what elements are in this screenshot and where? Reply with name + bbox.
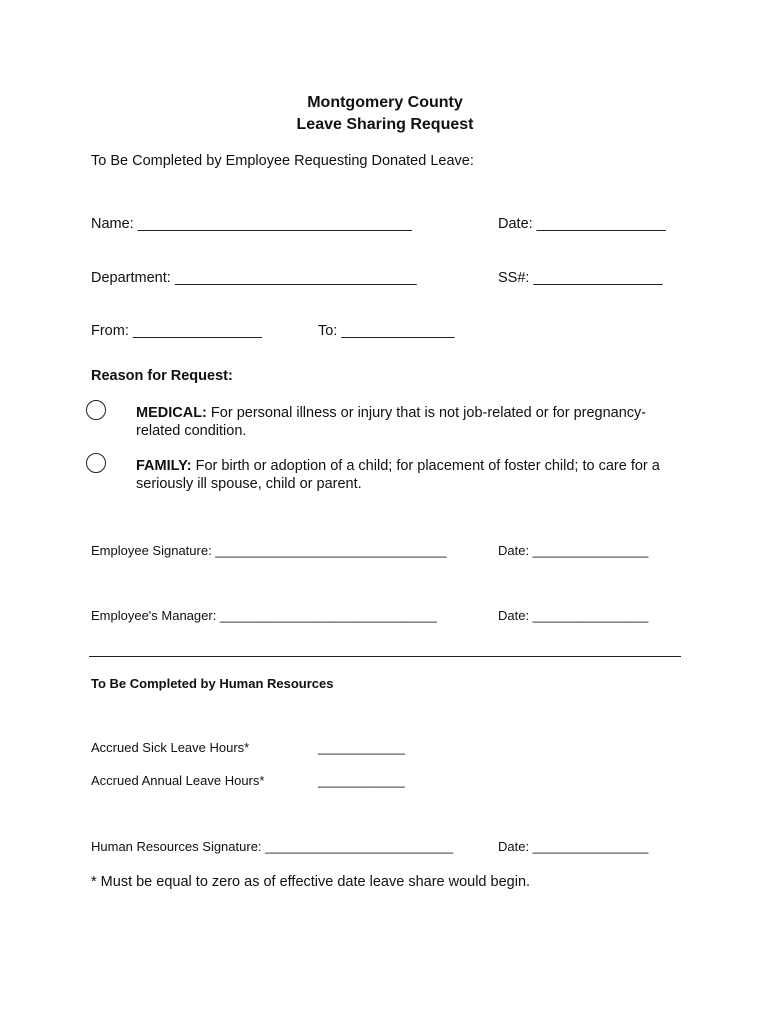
manager-signature-field[interactable]: Employee's Manager: ______________________________	[91, 608, 437, 623]
name-field[interactable]: Name: __________________________________	[91, 216, 412, 232]
annual-leave-field[interactable]: ____________	[318, 773, 405, 788]
family-label: FAMILY:	[136, 458, 192, 474]
medical-radio[interactable]	[86, 400, 106, 420]
manager-signature-date-field[interactable]: Date: ________________	[498, 608, 649, 623]
from-field[interactable]: From: ________________	[91, 323, 262, 339]
family-option	[136, 457, 684, 493]
medical-description: For personal illness or injury that is not job-related or for pregnancy-related condition.	[136, 405, 647, 439]
to-field[interactable]: To: ______________	[318, 323, 455, 339]
medical-option	[136, 404, 684, 440]
family-radio[interactable]	[86, 453, 106, 473]
ssn-field[interactable]: SS#: ________________	[498, 270, 663, 286]
hr-signature-date-field[interactable]: Date: ________________	[498, 839, 649, 854]
sick-leave-label: Accrued Sick Leave Hours*	[91, 740, 250, 755]
county-title: Montgomery County	[307, 94, 463, 111]
family-description: For birth or adoption of a child; for placement of foster child; to care for a seriously ill spouse, child or parent.	[136, 458, 660, 492]
annual-leave-label: Accrued Annual Leave Hours*	[91, 773, 265, 788]
sick-leave-field[interactable]: ____________	[318, 740, 405, 755]
employee-signature-field[interactable]: Employee Signature: ________________________________	[91, 543, 447, 558]
medical-label: MEDICAL:	[136, 405, 207, 421]
section-divider	[89, 656, 681, 657]
reason-heading: Reason for Request:	[91, 368, 233, 384]
hr-signature-field[interactable]: Human Resources Signature: __________________________	[91, 839, 454, 854]
employee-signature-date-field[interactable]: Date: ________________	[498, 543, 649, 558]
hr-section-heading: To Be Completed by Human Resources	[91, 676, 334, 691]
department-field[interactable]: Department: ______________________________	[91, 270, 417, 286]
date-field[interactable]: Date: ________________	[498, 216, 666, 232]
instructions-text: To Be Completed by Employee Requesting Donated Leave:	[91, 153, 474, 169]
form-title: Leave Sharing Request	[296, 116, 474, 133]
footnote: * Must be equal to zero as of effective date leave share would begin.	[91, 874, 531, 890]
